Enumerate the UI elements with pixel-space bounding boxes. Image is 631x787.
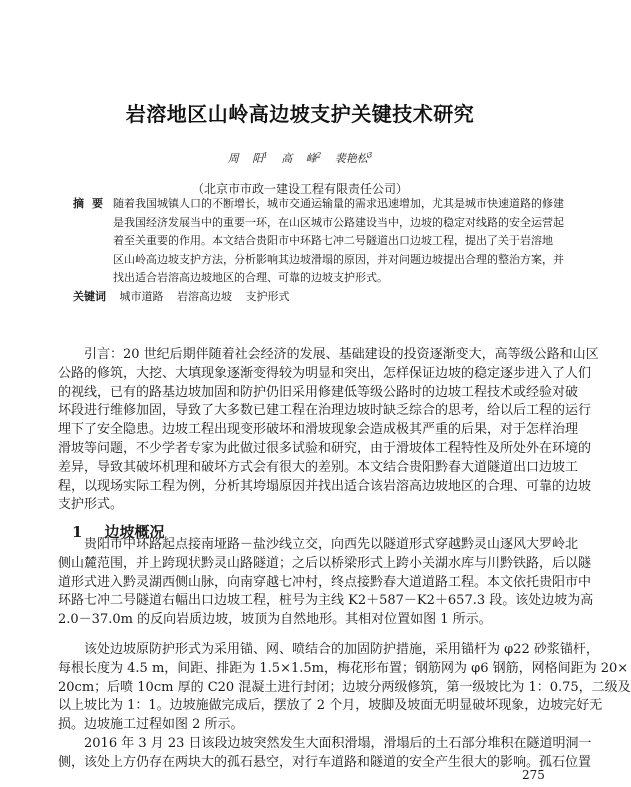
- body-paragraph: [58, 735, 592, 773]
- text-line: 环路七冲二号隧道右幅出口边坡工程，桩号为主线 K2＋587－K2＋657.3 段。该处边坡为高: [58, 593, 594, 609]
- text-line: 道形式进入黔灵湖西侧山脉，向南穿越七冲村，终点接黔春大道道路工程。本文依托贵阳市中: [58, 574, 592, 590]
- text-line: 着至关重要的作用。本文结合贵阳市中环路七冲二号隧道出口边坡工程，提出了关于岩溶地: [113, 234, 553, 248]
- keywords: [73, 288, 300, 304]
- section-title: 边坡概况: [104, 523, 165, 541]
- text-line: 区山岭高边坡支护方法，分析影响其边坡滑塌的原因，并对问题边坡提出合理的整治方案，并: [113, 252, 564, 266]
- text-line: 滑坡等问题，不少学者专家为此做过很多试验和研究，由于滑坡体工程特性及所处外在环境的: [58, 440, 592, 456]
- author-affil-mark: 1: [263, 151, 268, 160]
- text-line: 埋下了安全隐患。边坡工程出现变形破坏和滑坡现象会造成极其严重的后果，对于怎样治理: [58, 422, 579, 438]
- text-line: 2.0－37.0m 的反向岩质边坡，坡顶为自然地形。其相对位置如图 1 所示。: [58, 612, 492, 628]
- text-line: 损。边坡施工过程如图 2 所示。: [58, 717, 244, 733]
- text-line: 每根长度为 4.5 m，间距、排距为 1.5×1.5m，梅花形布置；钢筋网为 φ6 钢筋，网格间距为 20×: [58, 660, 629, 676]
- text-line: 程，以现场实际工程为例，分析其垮塌原因并找出适合该岩溶高边坡地区的合理、可靠的边坡: [58, 478, 592, 494]
- text-line: 坏段进行维修加固，导致了大多数已建工程在治理边坡时缺乏综合的思考，给以后工程的运行: [58, 403, 592, 419]
- text-line: 侧，该处上方仍存在两块大的孤石悬空，对行车道路和隧道的安全产生很大的影响。孤石位置: [58, 754, 592, 770]
- abstract-text: [113, 195, 564, 288]
- text-line: 引言：20 世纪后期伴随着社会经济的发展、基础建设的投资逐渐变大，高等级公路和山区: [58, 347, 599, 362]
- text-line: 公路的修筑，大挖、大填现象逐渐变得较为明显和突出，怎样保证边坡的稳定逐步进入了人们: [58, 365, 592, 381]
- author: [228, 152, 268, 165]
- text-line: 的视线，已有的路基边坡加固和防护仍旧采用修建低等级公路时的边坡工程技术或经验对破: [58, 384, 579, 400]
- keyword: 支护形式: [245, 290, 290, 303]
- introduction-paragraph: [58, 346, 599, 515]
- section-number: 1: [72, 523, 83, 541]
- text-line: 侧山麓范围，并上跨现状黔灵山路隧道；之后以桥梁形式上跨小关湖水库与川黔铁路，后以隧: [58, 555, 592, 571]
- body-paragraph: [58, 536, 594, 630]
- page-number: 275: [522, 768, 545, 782]
- author-name: 裴艳松: [334, 152, 368, 165]
- abstract-label: 摘要: [73, 197, 111, 210]
- author: [281, 152, 321, 165]
- author-list: [0, 150, 600, 166]
- text-line: 差异，导致其破坏机理和破坏方式会有很大的差别。本文结合贵阳黔春大道隧道出口边坡工: [58, 459, 579, 475]
- keyword: 岩溶高边坡: [177, 290, 232, 303]
- keywords-label: 关键词: [73, 290, 106, 303]
- text-line: 支护形式。: [58, 497, 124, 513]
- author-affil-mark: 3: [367, 151, 373, 160]
- body-paragraph: [58, 641, 631, 735]
- text-line: 该处边坡原防护形式为采用锚、网、喷结合的加固防护措施，采用锚杆为 φ22 砂浆锚杆，: [58, 642, 599, 657]
- text-line: 是我国经济发展当中的重要一环，在山区城市公路建设当中，边坡的稳定对线路的安全运营起: [113, 215, 564, 229]
- author-affil-mark: 2: [316, 151, 322, 160]
- paper-title: 岩溶地区山岭高边坡支护关键技术研究: [125, 102, 475, 126]
- author-name: 高 峰: [281, 152, 317, 165]
- text-line: 以上坡比为 1：1。边坡施做完成后，摆放了 2 个月，坡脚及坡面无明显破坏现象，边坡完好无: [58, 698, 603, 714]
- text-line: 贵阳市中环路起点接南垭路－盐沙线立交，向西先以隧道形式穿越黔灵山逐风大罗岭北: [58, 537, 579, 552]
- author-name: 周 阳: [227, 152, 264, 165]
- text-line: 随着我国城镇人口的不断增长，城市交通运输量的需求迅速增加，尤其是城市快速道路的修建: [113, 197, 564, 210]
- author: [335, 152, 372, 165]
- text-line: 2016 年 3 月 23 日该段边坡突然发生大面积滑塌，滑塌后的土石部分堆积在隧道明洞一: [58, 736, 592, 751]
- affiliation: （北京市市政一建设工程有限责任公司）: [191, 182, 408, 196]
- text-line: 20cm；后喷 10cm 厚的 C20 混凝土进行封闭；边坡分两级修筑，第一级坡比为 1：0.75，二级及: [58, 679, 631, 695]
- abstract: [73, 195, 564, 288]
- text-line: 找出适合岩溶高边坡地区的合理、可靠的边坡支护形式。: [113, 271, 388, 285]
- keyword: 城市道路: [119, 290, 164, 303]
